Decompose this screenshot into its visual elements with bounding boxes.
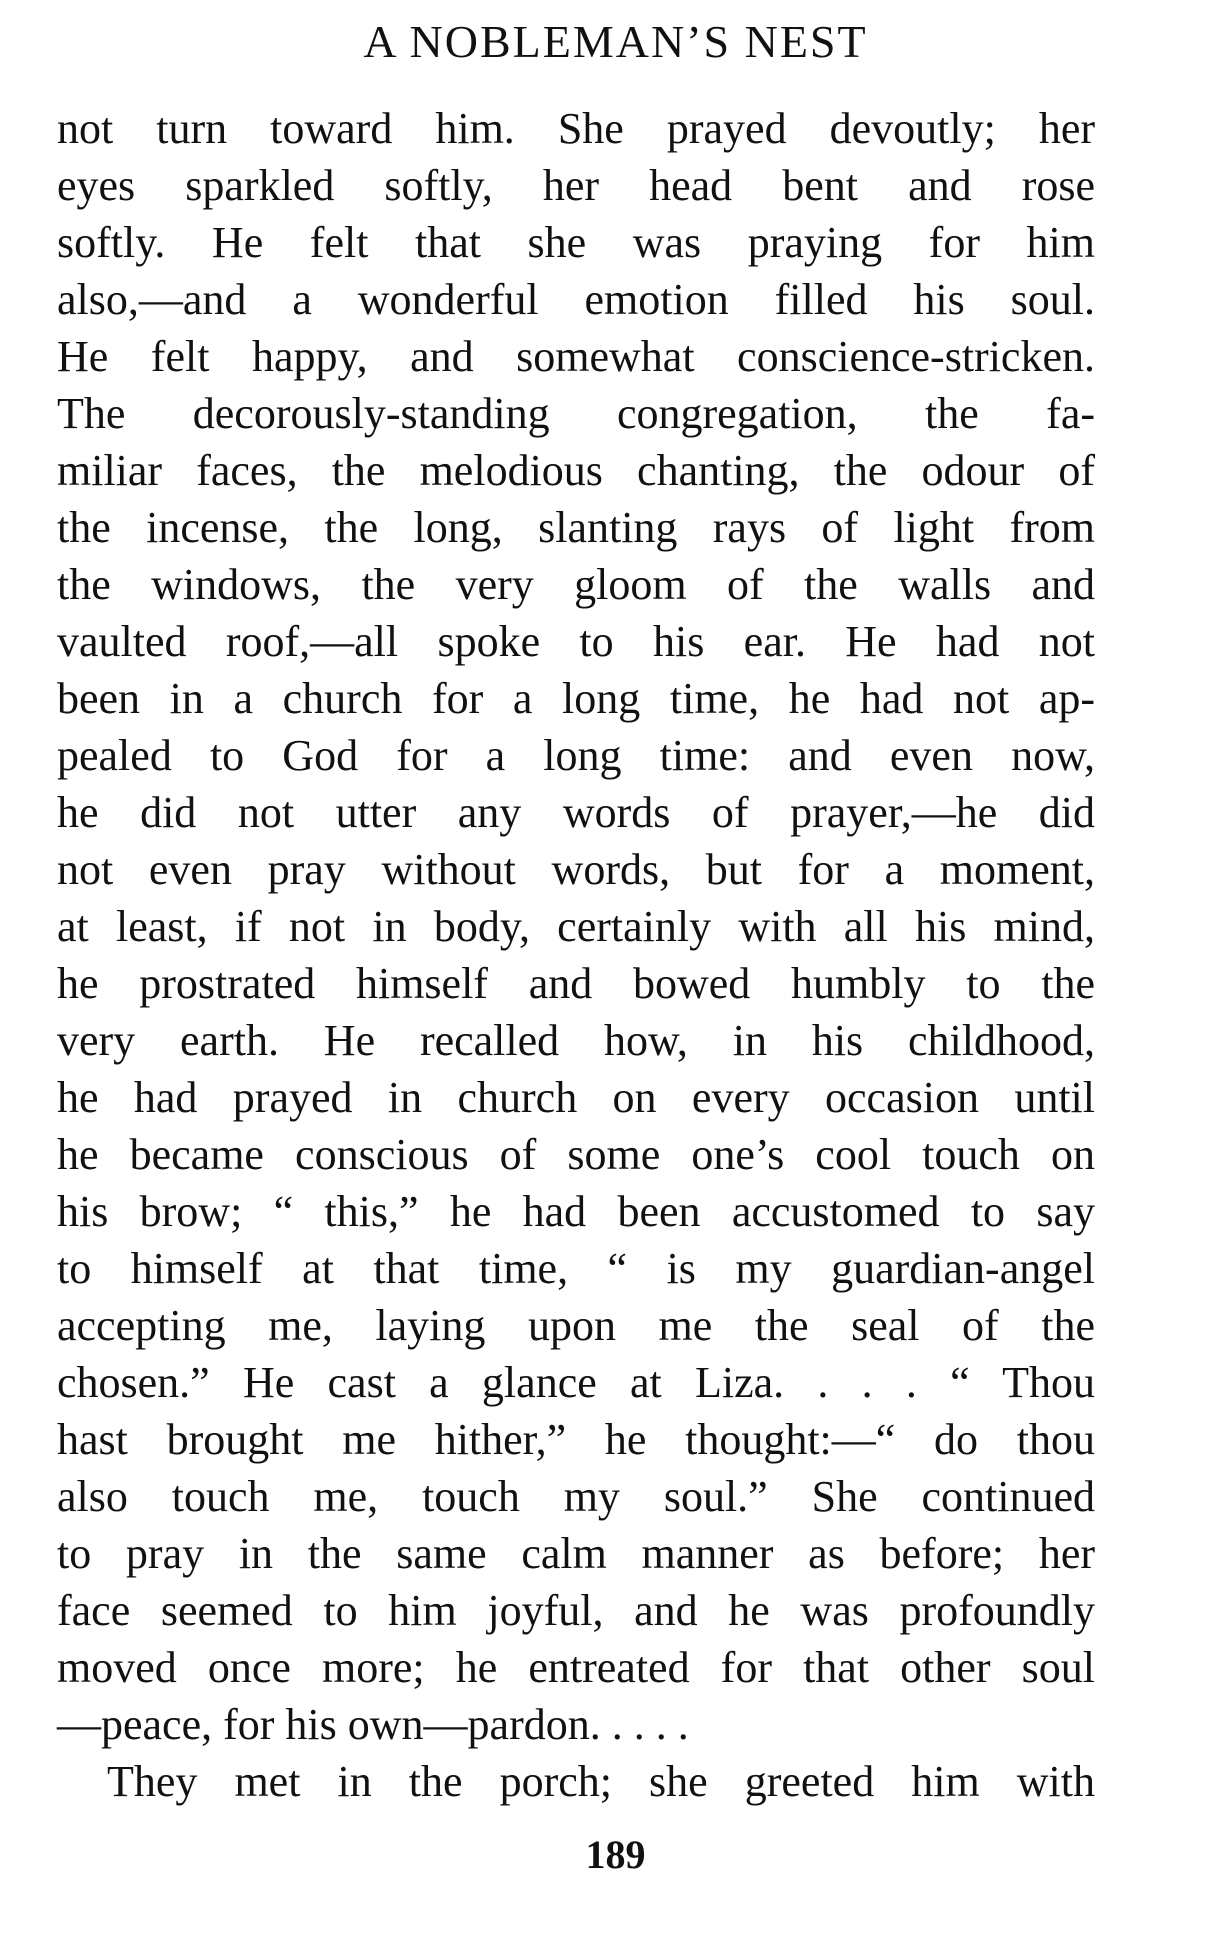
text-line: softly. He felt that she was praying for him [57, 218, 1095, 267]
text-line: accepting me, laying upon me the seal of the [57, 1301, 1095, 1350]
text-line: he prostrated himself and bowed humbly to the [57, 959, 1095, 1008]
text-line: he had prayed in church on every occasion until [57, 1073, 1095, 1122]
text-line: very earth. He recalled how, in his childhood, [57, 1016, 1095, 1065]
text-line: He felt happy, and somewhat conscience-stricken. [57, 332, 1095, 381]
text-line: he became conscious of some one’s cool touch on [57, 1130, 1095, 1179]
text-line: at least, if not in body, certainly with all his mind, [57, 902, 1095, 951]
text-line: The decorously-standing congregation, the fa- [57, 389, 1095, 438]
text-line: to himself at that time, “ is my guardian-angel [57, 1244, 1095, 1293]
text-line: vaulted roof,—all spoke to his ear. He had not [57, 617, 1095, 666]
text-line: he did not utter any words of prayer,—he did [57, 788, 1095, 837]
text-line: pealed to God for a long time: and even now, [57, 731, 1095, 780]
text-line: chosen.” He cast a glance at Liza. . . . “ Thou [57, 1358, 1095, 1407]
text-line: the incense, the long, slanting rays of light from [57, 503, 1095, 552]
text-line: miliar faces, the melodious chanting, the odour of [57, 446, 1095, 495]
text-line: been in a church for a long time, he had not ap- [57, 674, 1095, 723]
text-line: also touch me, touch my soul.” She continued [57, 1472, 1095, 1521]
text-line: the windows, the very gloom of the walls and [57, 560, 1095, 609]
body-text [57, 100, 1095, 1810]
text-line: face seemed to him joyful, and he was profoundly [57, 1586, 1095, 1635]
running-head: A NOBLEMAN’S NEST [363, 16, 868, 67]
text-line: his brow; “ this,” he had been accustomed to say [57, 1187, 1095, 1236]
page-number: 189 [585, 1832, 646, 1877]
text-line: —peace, for his own—pardon. . . . . [57, 1700, 689, 1749]
text-line: not turn toward him. She prayed devoutly; her [57, 104, 1095, 153]
text-line-paragraph-start: They met in the porch; she greeted him with [107, 1757, 1095, 1806]
text-line: to pray in the same calm manner as before; her [57, 1529, 1095, 1578]
text-line: moved once more; he entreated for that other soul [57, 1643, 1095, 1692]
text-line: not even pray without words, but for a moment, [57, 845, 1095, 894]
text-line: also,—and a wonderful emotion filled his soul. [57, 275, 1095, 324]
text-line: hast brought me hither,” he thought:—“ do thou [57, 1415, 1095, 1464]
text-line: eyes sparkled softly, her head bent and rose [57, 161, 1095, 210]
